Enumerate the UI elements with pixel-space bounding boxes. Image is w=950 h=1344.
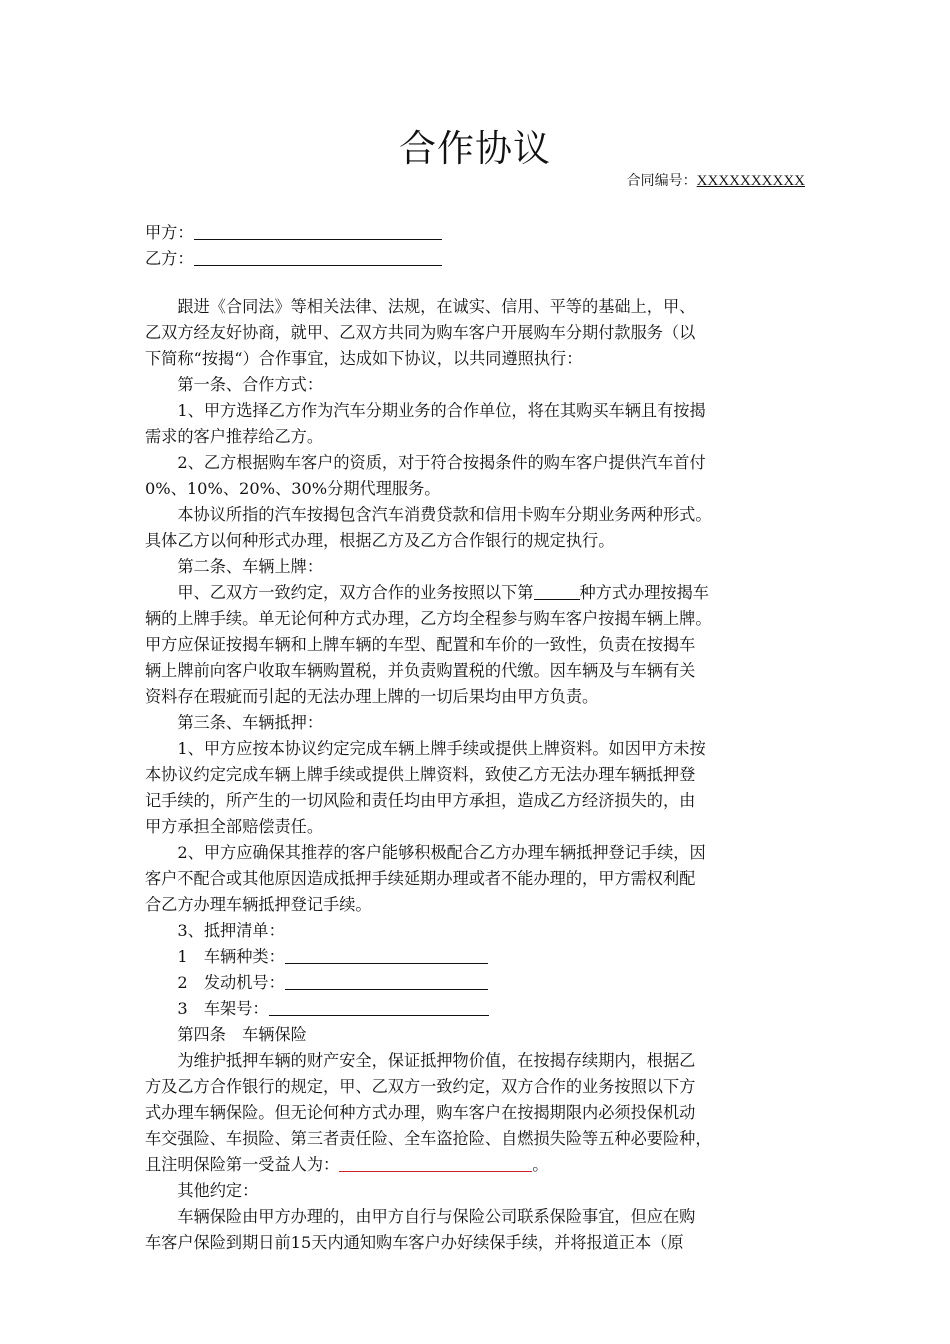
text-line [145,970,835,996]
line-text: 第四条 车辆保险 [145,1025,307,1044]
text-line [145,1152,835,1178]
text-line [145,996,835,1022]
text-line [145,398,835,424]
contract-number [627,170,805,190]
line-text: 1、甲方选择乙方作为汽车分期业务的合作单位，将在其购买车辆且有按揭 [145,401,706,420]
text-line [145,866,835,892]
line-text: 甲方： [145,223,194,242]
line-text: 辆上牌前向客户收取车辆购置税，并负责购置税的代缴。因车辆及与车辆有关 [145,661,696,680]
contract-number-value: XXXXXXXXXX [696,173,805,189]
text-line [145,814,835,840]
text-line [145,424,835,450]
line-text: 2、甲方应确保其推荐的客户能够积极配合乙方办理车辆抵押登记手续，因 [145,843,706,862]
fill-in-blank[interactable] [194,220,442,240]
text-line [145,580,835,606]
fill-in-blank[interactable] [194,246,442,266]
text-line [145,320,835,346]
text-line [145,346,835,372]
line-text: 资料存在瑕疵而引起的无法办理上牌的一切后果均由甲方负责。 [145,687,599,706]
text-line [145,372,835,398]
line-text: 第一条、合作方式： [145,375,324,394]
line-text: 2 发动机号： [145,973,285,992]
line-text: 甲、乙双方一致约定，双方合作的业务按照以下第 [145,583,534,602]
line-text: 车辆保险由甲方办理的，由甲方自行与保险公司联系保险事宜，但应在购 [145,1207,696,1226]
text-line [145,736,835,762]
text-line [145,246,835,272]
line-text: 本协议所指的汽车按揭包含汽车消费贷款和信用卡购车分期业务两种形式。 [145,505,712,524]
text-line [145,632,835,658]
fill-in-blank[interactable] [269,996,489,1016]
line-text: 甲方应保证按揭车辆和上牌车辆的车型、配置和车价的一致性，负责在按揭车 [145,635,696,654]
line-text: 辆的上牌手续。单无论何种方式办理，乙方均全程参与购车客户按揭车辆上牌。 [145,609,712,628]
text-line [145,1204,835,1230]
text-line [145,606,835,632]
line-text: 车客户保险到期日前15天内通知购车客户办好续保手续，并将报道正本（原 [145,1233,684,1252]
text-line [145,476,835,502]
line-text: 第二条、车辆上牌： [145,557,324,576]
fill-in-blank[interactable] [534,580,580,600]
text-line [145,1230,835,1256]
line-text: 车交强险、车损险、第三者责任险、全车盗抢险、自燃损失险等五种必要险种， [145,1129,712,1148]
text-line [145,710,835,736]
line-text: 2、乙方根据购车客户的资质，对于符合按揭条件的购车客户提供汽车首付 [145,453,706,472]
line-text: 方及乙方合作银行的规定，甲、乙双方一致约定，双方合作的业务按照以下方 [145,1077,696,1096]
line-text: 其他约定： [145,1181,259,1200]
contract-number-label: 合同编号： [626,172,697,188]
text-line [145,918,835,944]
line-text-after-blank: 。 [532,1155,549,1174]
text-line [145,1074,835,1100]
line-text: 3、抵押清单： [145,921,285,940]
line-text: 0%、10%、20%、30%分期代理服务。 [145,479,441,498]
fill-in-blank[interactable] [285,970,488,990]
line-text: 下简称“按揭“）合作事宜，达成如下协议，以共同遵照执行： [145,349,583,368]
fill-in-blank[interactable] [285,944,488,964]
line-text: 1 车辆种类： [145,947,285,966]
line-text: 具体乙方以何种形式办理，根据乙方及乙方合作银行的规定执行。 [145,531,615,550]
line-text: 需求的客户推荐给乙方。 [145,427,324,446]
line-text: 记手续的，所产生的一切风险和责任均由甲方承担，造成乙方经济损失的，由 [145,791,696,810]
text-line [145,220,835,246]
document-title: 合作协议 [399,127,551,170]
line-text: 跟进《合同法》等相关法律、法规，在诚实、信用、平等的基础上，甲、 [145,297,696,316]
text-line [145,892,835,918]
text-line [145,684,835,710]
text-line [145,762,835,788]
fill-in-blank[interactable] [339,1152,532,1172]
line-text: 甲方承担全部赔偿责任。 [145,817,324,836]
text-line [145,944,835,970]
line-text: 第三条、车辆抵押： [145,713,324,732]
line-text: 式办理车辆保险。但无论何种方式办理，购车客户在按揭期限内必须投保机动 [145,1103,696,1122]
text-line [145,1100,835,1126]
line-text: 合乙方办理车辆抵押登记手续。 [145,895,372,914]
text-line [145,840,835,866]
text-line [145,1178,835,1204]
line-text: 且注明保险第一受益人为： [145,1155,340,1174]
line-text: 本协议约定完成车辆上牌手续或提供上牌资料，致使乙方无法办理车辆抵押登 [145,765,696,784]
text-line [145,788,835,814]
line-text: 1、甲方应按本协议约定完成车辆上牌手续或提供上牌资料。如因甲方未按 [145,739,706,758]
line-text: 乙双方经友好协商，就甲、乙双方共同为购车客户开展购车分期付款服务（以 [145,323,696,342]
text-line [145,528,835,554]
line-text: 为维护抵押车辆的财产安全，保证抵押物价值，在按揭存续期内，根据乙 [145,1051,696,1070]
text-line [145,554,835,580]
text-line [145,450,835,476]
text-line [145,1022,835,1048]
text-line [145,294,835,320]
line-text: 乙方： [145,249,194,268]
text-line [145,1048,835,1074]
line-text: 3 车架号： [145,999,269,1018]
line-text: 客户不配合或其他原因造成抵押手续延期办理或者不能办理的，甲方需权利配 [145,869,696,888]
text-line [145,502,835,528]
line-text-after-blank: 种方式办理按揭车 [579,583,709,602]
text-line [145,1126,835,1152]
text-line [145,658,835,684]
